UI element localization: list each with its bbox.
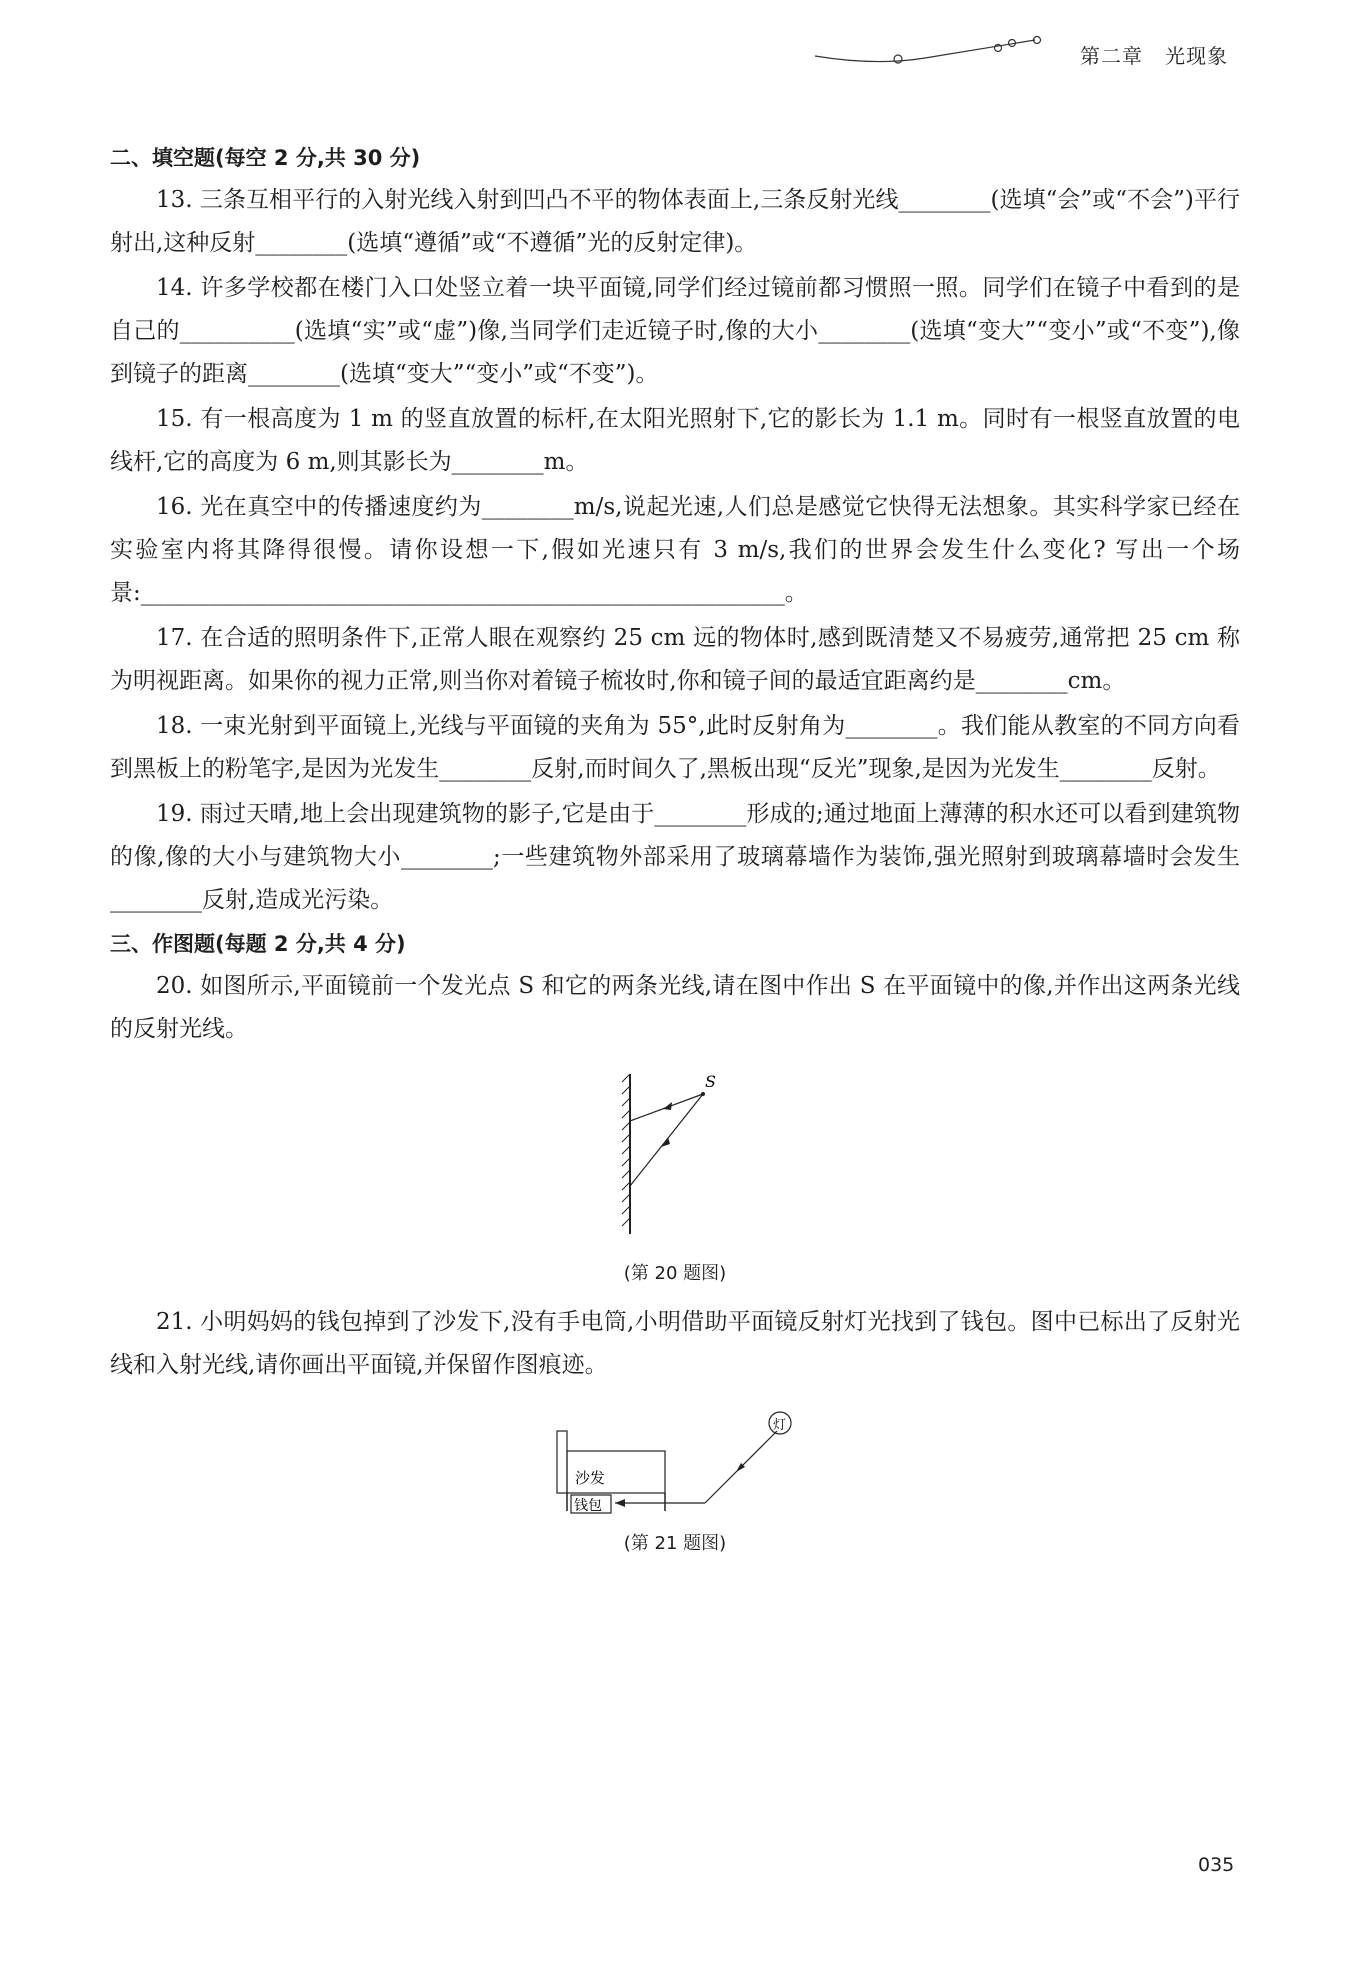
question-18: 18. 一束光射到平面镜上,光线与平面镜的夹角为 55°,此时反射角为________。我们能从教室的不同方向看到黑板上的粉笔字,是因为光发生________反射,而时间久了,黑板出现“反光”现象,是因为光发生________反射。 xyxy=(110,713,1240,782)
figure-20 xyxy=(110,1069,1240,1259)
question-13: 13. 三条互相平行的入射光线入射到凹凸不平的物体表面上,三条反射光线________(选填“会”或“不会”)平行射出,这种反射________(选填“遵循”或“不遵循”光的反射定律)。 xyxy=(110,187,1240,256)
question-15: 15. 有一根高度为 1 m 的竖直放置的标杆,在太阳光照射下,它的影长为 1.1 m。同时有一根竖直放置的电线杆,它的高度为 6 m,则其影长为________m。 xyxy=(110,406,1240,475)
sofa-label: 沙发 xyxy=(575,1469,606,1487)
question-17: 17. 在合适的照明条件下,正常人眼在观察约 25 cm 远的物体时,感到既清楚又不易疲劳,通常把 25 cm 称为明视距离。如果你的视力正常,则当你对着镜子梳妆时,你和镜子间的最适宜距离约是________cm。 xyxy=(110,625,1240,694)
figure-21-caption: (第 21 题图) xyxy=(623,1533,727,1554)
question-14: 14. 许多学校都在楼门入口处竖立着一块平面镜,同学们经过镜前都习惯照一照。同学们在镜子中看到的是自己的__________(选填“实”或“虚”)像,当同学们走近镜子时,像的大小________(选填“变大”“变小”或“不变”),像到镜子的距离________(选填“变大”“变小”或“不变”)。 xyxy=(110,275,1240,387)
figure-20-caption: (第 20 题图) xyxy=(623,1263,727,1284)
question-20: 20. 如图所示,平面镜前一个发光点 S 和它的两条光线,请在图中作出 S 在平面镜中的像,并作出这两条光线的反射光线。 xyxy=(110,973,1240,1042)
question-21: 21. 小明妈妈的钱包掉到了沙发下,没有手电筒,小明借助平面镜反射灯光找到了钱包。图中已标出了反射光线和入射光线,请你画出平面镜,并保留作图痕迹。 xyxy=(110,1309,1240,1378)
page-content xyxy=(110,138,1240,1555)
lamp-label: 灯 xyxy=(773,1418,787,1433)
figure-21-diagram xyxy=(555,1409,795,1527)
chapter-header: 第二章 光现象 xyxy=(1080,44,1229,68)
page-number: 035 xyxy=(1198,1854,1235,1876)
section-title-drawing: 三、作图题(每题 2 分,共 4 分) xyxy=(110,932,406,956)
question-16: 16. 光在真空中的传播速度约为________m/s,说起光速,人们总是感觉它快得无法想象。其实科学家已经在实验室内将其降得很慢。请你设想一下,假如光速只有 3 m/s,我们的世界会发生什么变化? 写出一个场景:________________________________________________________。 xyxy=(110,494,1240,606)
question-19: 19. 雨过天晴,地上会出现建筑物的影子,它是由于________形成的;通过地面上薄薄的积水还可以看到建筑物的像,像的大小与建筑物大小________;一些建筑物外部采用了玻璃幕墙作为装饰,强光照射到玻璃幕墙时会发生________反射,造成光污染。 xyxy=(110,801,1240,913)
header-decoration xyxy=(815,28,1075,68)
figure-21 xyxy=(110,1409,1240,1529)
figure-20-diagram xyxy=(615,1069,725,1239)
section-title-fill-blank: 二、填空题(每空 2 分,共 30 分) xyxy=(110,146,421,170)
point-s-label: S xyxy=(705,1072,716,1091)
wallet-label: 钱包 xyxy=(574,1498,602,1514)
